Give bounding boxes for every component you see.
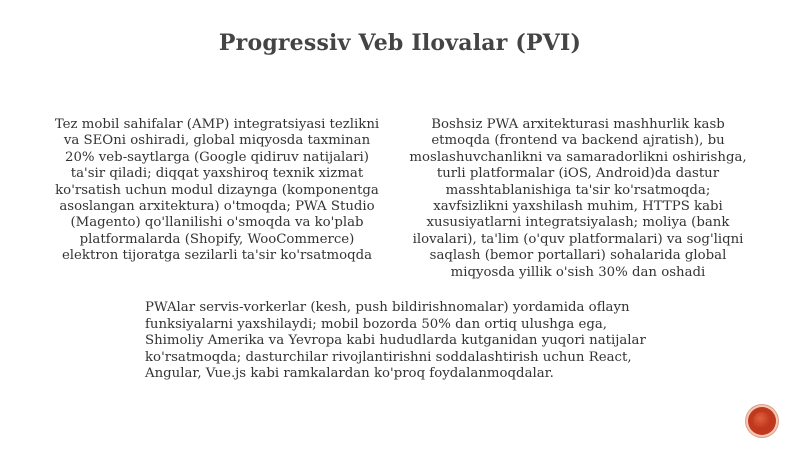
right-text-block: Boshsiz PWA arxitekturasi mashhurlik kasb etmoqda (frontend va backend ajratish), bu moslashuvchanlikni va samaradorlikni oshirishga, turli platformalar (iOS, Android)da dastur masshtablanishiga ta'sir ko'rsatmoqda; xavfsizlikni yaxshilash muhim, HTTPS kabi xususiyatlarni integratsiyalash; moliya (bank ilovalari), ta'lim (o'quv platformalari) va sog'liqni saqlash (bemor portallari) sohalarida global miqyosda yillik o'sish 30% dan oshadi	[409, 117, 747, 280]
left-text-block: Tez mobil sahifalar (AMP) integratsiyasi tezlikni va SEOni oshiradi, global miqyosda taxminan 20% veb-saytlarga (Google qidiruv natijalari) ta'sir qiladi; diqqat yaxshiroq texnik xizmat ko'rsatish uchun modul dizaynga (komponentga asoslangan arxitektura) o'tmoqda; PWA Studio (Magento) qo'llanilishi o'smoqda va ko'plab platformalarda (Shopify, WooCommerce) elektron tijoratga sezilarli ta'sir ko'rsatmoqda	[54, 117, 380, 264]
circle-button-icon[interactable]	[748, 407, 776, 435]
bottom-text-block: PWAlar servis-vorkerlar (kesh, push bildirishnomalar) yordamida oflayn funksiyalarni yaxshilaydi; mobil bozorda 50% dan ortiq ulushga ega, Shimoliy Amerika va Yevropa kabi hududlarda kutganidan yuqori natijalar ko'rsatmoqda; dasturchilar rivojlantirishni soddalashtirish uchun React, Angular, Vue.js kabi ramkalardan ko'proq foydalanmoqdalar.	[145, 300, 646, 382]
slide-title: Progressiv Veb Ilovalar (PVI)	[218, 30, 582, 56]
